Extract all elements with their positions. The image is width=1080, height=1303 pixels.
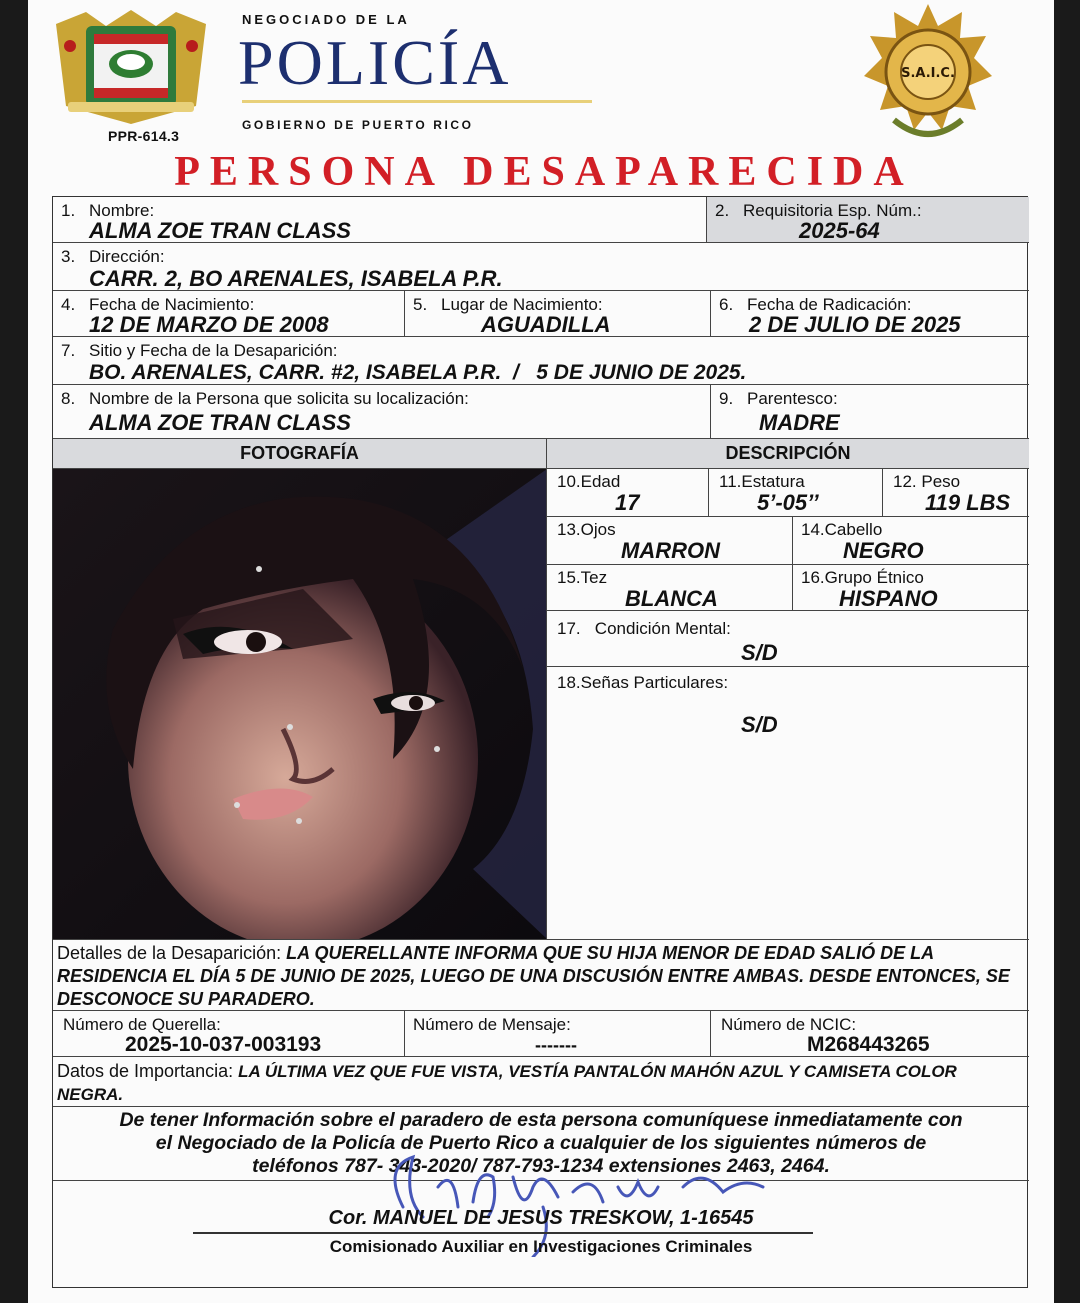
desc-tez: [547, 565, 793, 611]
desc-label: 11.Estatura: [719, 472, 805, 491]
field-value: ALMA ZOE TRAN CLASS: [89, 218, 351, 243]
desc-condicion-mental: [547, 611, 1029, 667]
badge-center-text: S.A.I.C.: [901, 66, 955, 81]
headline: PERSONA DESAPARECIDA: [174, 149, 914, 195]
field-value: CARR. 2, BO ARENALES, ISABELA P.R.: [89, 266, 503, 291]
desc-value: MARRON: [621, 538, 720, 563]
field-label: Fecha de Radicación:: [747, 295, 912, 314]
field-number: 4.: [61, 295, 76, 314]
field-fecha-radicacion: [711, 291, 1029, 337]
field-value: 2025-64: [799, 218, 880, 243]
desc-label: 10.Edad: [557, 472, 621, 491]
field-number: 6.: [719, 295, 734, 314]
desc-cabello: [793, 517, 1029, 565]
field-label: Nombre de la Persona que solicita su localización:: [89, 389, 469, 408]
detalles-desaparicion: [53, 939, 1029, 1011]
desc-edad: [547, 469, 709, 517]
numero-ncic: [711, 1011, 1029, 1057]
desc-value: S/D: [741, 640, 778, 665]
desc-value: NEGRO: [843, 538, 924, 563]
numero-mensaje: [405, 1011, 711, 1057]
field-label: Dirección:: [89, 247, 165, 266]
field-solicitante: [53, 385, 711, 439]
field-number: 5.: [413, 295, 428, 314]
field-fecha-nacimiento: [53, 291, 405, 337]
numero-value: -------: [535, 1035, 577, 1055]
field-parentesco: [711, 385, 1029, 439]
field-direccion: [53, 243, 1029, 291]
field-nombre: [53, 197, 707, 243]
saic-badge-icon: [864, 2, 992, 152]
signatory-title: Comisionado Auxiliar en Investigaciones Criminales: [329, 1237, 753, 1256]
numero-label: Número de NCIC:: [721, 1015, 857, 1034]
field-value: ALMA ZOE TRAN CLASS: [89, 410, 351, 435]
desc-grupo-etnico: [793, 565, 1029, 611]
numero-label: Número de Querella:: [63, 1015, 221, 1034]
desc-value: 17: [615, 490, 640, 515]
field-number: 9.: [719, 389, 734, 408]
desc-value: BLANCA: [625, 586, 718, 611]
desc-peso: [883, 469, 1029, 517]
field-value: BO. ARENALES, CARR. #2, ISABELA P.R. / 5 DE JUNIO DE 2025.: [89, 361, 747, 384]
field-value: AGUADILLA: [481, 312, 611, 337]
field-label: Sitio y Fecha de la Desaparición:: [89, 341, 338, 360]
desc-value: S/D: [741, 712, 778, 737]
numero-value: 2025-10-037-003193: [125, 1033, 322, 1056]
field-value: 2 DE JULIO DE 2025: [749, 312, 961, 337]
puerto-rico-coat-of-arms-icon: [46, 6, 216, 126]
field-label: Lugar de Nacimiento:: [441, 295, 603, 314]
agency-rule: [242, 100, 592, 103]
agency-title: POLICÍA: [238, 27, 512, 98]
desc-label: 13.Ojos: [557, 520, 616, 539]
detalles-text: LA QUERELLANTE INFORMA QUE SU HIJA MENOR DE EDAD SALIÓ DE LA RESIDENCIA EL DÍA 5 DE JUNIO DE 2025, LUEGO DE UNA DISCUSIÓN ENTRE AMBAS. DESDE ENTONCES, SE DESCONOCE SU PARADERO.: [57, 943, 1010, 1009]
field-label: Fecha de Nacimiento:: [89, 295, 255, 314]
photo-frame: [53, 469, 547, 939]
section-fotografia: [53, 439, 547, 469]
form-code: PPR-614.3: [108, 128, 180, 144]
desc-label: 12. Peso: [893, 472, 961, 491]
desc-label: 15.Tez: [557, 568, 608, 587]
section-descripcion: [547, 439, 1029, 469]
field-value: MADRE: [759, 410, 840, 435]
aviso-line-1: De tener Información sobre el paradero de esta persona comuníquese inmediatamente con: [119, 1109, 963, 1131]
field-lugar-nacimiento: [405, 291, 711, 337]
form-grid: [52, 196, 1028, 1288]
numero-value: M268443265: [807, 1033, 930, 1056]
agency-top-line: NEGOCIADO DE LA: [242, 12, 410, 27]
field-label: Requisitoria Esp. Núm.:: [743, 201, 922, 220]
field-label: Nombre:: [89, 201, 155, 220]
detalles-label: Detalles de la Desaparición:: [57, 943, 282, 963]
desc-senas: [547, 667, 1029, 939]
desc-value: 5’-05’’: [757, 490, 819, 515]
numero-label: Número de Mensaje:: [413, 1015, 571, 1034]
field-number: 1.: [61, 201, 76, 220]
datos-importancia: [53, 1057, 1029, 1107]
agency-subtitle: GOBIERNO DE PUERTO RICO: [242, 118, 474, 132]
numero-querella: [53, 1011, 405, 1057]
field-label: Parentesco:: [747, 389, 838, 408]
section-title: FOTOGRAFÍA: [240, 443, 359, 463]
field-number: 3.: [61, 247, 76, 266]
field-number: 2.: [715, 201, 730, 220]
field-sitio-fecha: [53, 337, 1029, 385]
desc-value: 119 LBS: [925, 490, 1011, 515]
desc-ojos: [547, 517, 793, 565]
desc-value: HISPANO: [839, 586, 938, 611]
field-requisitoria: [707, 197, 1029, 243]
desc-estatura: [709, 469, 883, 517]
signatory-name: Cor. MANUEL DE JESUS TRESKOW, 1-16545: [328, 1207, 754, 1229]
missing-person-poster: [28, 0, 1054, 1303]
desc-label: 18.Señas Particulares:: [557, 673, 729, 692]
importancia-label: Datos de Importancia:: [57, 1061, 234, 1081]
field-value: 12 DE MARZO DE 2008: [89, 312, 329, 337]
field-number: 7.: [61, 341, 76, 360]
importancia-text: LA ÚLTIMA VEZ QUE FUE VISTA, VESTÍA PANTALÓN MAHÓN AZUL Y CAMISETA COLOR NEGRA.: [57, 1062, 957, 1104]
section-title: DESCRIPCIÓN: [725, 443, 851, 463]
desc-label: 14.Cabello: [801, 520, 883, 539]
aviso-line-3: teléfonos 787- 343-2020/ 787-793-1234 extensiones 2463, 2464.: [252, 1155, 830, 1177]
signature-line: [193, 1232, 813, 1234]
desc-label: 16.Grupo Étnico: [801, 568, 924, 587]
aviso-line-2: el Negociado de la Policía de Puerto Rico a cualquier de los siguientes números de: [155, 1132, 927, 1154]
field-number: 8.: [61, 389, 76, 408]
desc-label: 17. Condición Mental:: [557, 619, 731, 638]
